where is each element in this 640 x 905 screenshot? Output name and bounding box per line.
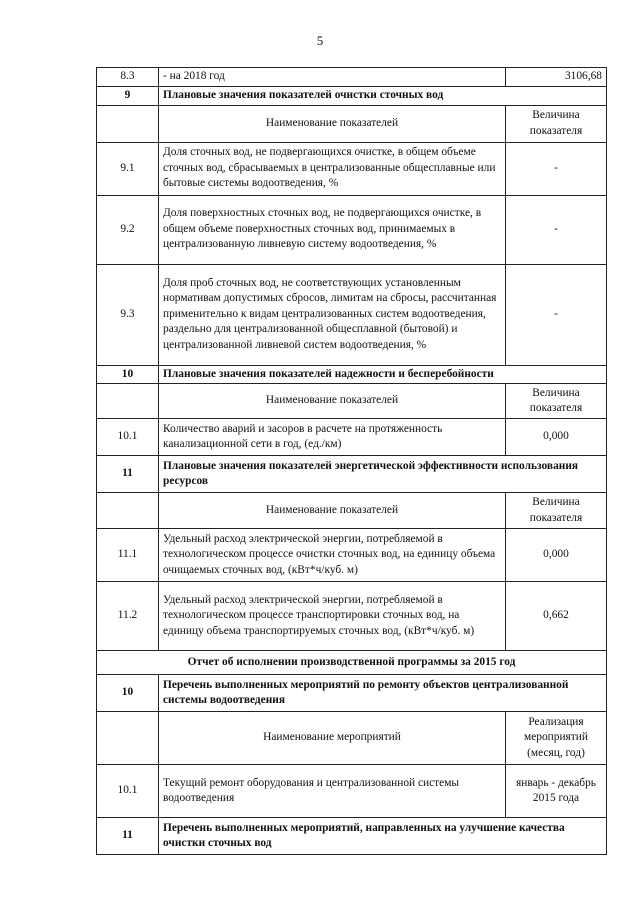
section-title: Плановые значения показателей очистки сточных вод [159,87,607,106]
document-table [96,67,607,855]
section-number: 10 [97,365,159,384]
row-number: 9.1 [97,142,159,195]
report-row [97,651,607,675]
empty-cell [97,105,159,142]
section-title: Плановые значения показателей надежности и бесперебойности [159,365,607,384]
table-row [97,195,607,264]
table-row [97,529,607,582]
row-number: 11.2 [97,582,159,651]
name-header: Наименование показателей [159,493,506,529]
row-number: 10.1 [97,419,159,456]
row-text: - на 2018 год [159,68,506,87]
row-value: - [506,142,607,195]
section-title: Плановые значения показателей энергетической эффективности использования ресурсов [159,456,607,493]
row-text: Текущий ремонт оборудования и централизованной системы водоотведения [159,765,506,818]
row-text: Доля сточных вод, не подвергающихся очистке, в общем объеме сточных вод, сбрасываемых в централизованные общесплавные или бытовые системы водоотведения, % [159,142,506,195]
row-number: 9.3 [97,264,159,365]
row-text: Удельный расход электрической энергии, потребляемой в технологическом процессе очистки сточных вод, на единицу объема очищаемых сточных вод, (кВт*ч/куб. м) [159,529,506,582]
name-header: Наименование показателей [159,105,506,142]
row-value: - [506,264,607,365]
row-value: - [506,195,607,264]
row-text: Доля поверхностных сточных вод, не подвергающихся очистке, в общем объеме поверхностных сточных вод, принимаемых в централизованную ливневую систему водоотведения, % [159,195,506,264]
empty-cell [97,712,159,765]
section-number: 11 [97,456,159,493]
row-value: 0,000 [506,529,607,582]
table-row [97,582,607,651]
header-row [97,384,607,419]
empty-cell [97,384,159,419]
row-text: Доля проб сточных вод, не соответствующих установленным нормативам допустимых сбросов, лимитам на сбросы, рассчитанная применительно к видам централизованных систем водоотведения, раздельно для централизованной общесплавной (бытовой) и централизованной ливневой систем водоотведения, % [159,264,506,365]
section-row [97,456,607,493]
section-number: 11 [97,818,159,855]
row-text: Удельный расход электрической энергии, потребляемой в технологическом процессе транспортировки сточных вод, на единицу объема транспортируемых сточных вод, (кВт*ч/куб. м) [159,582,506,651]
value-header: Величина показателя [506,105,607,142]
row-value: 3106,68 [506,68,607,87]
header-row [97,493,607,529]
section-title: Перечень выполненных мероприятий по ремонту объектов централизованной системы водоотведения [159,675,607,712]
table-row [97,68,607,87]
row-text: Количество аварий и засоров в расчете на протяженность канализационной сети в год, (ед./км) [159,419,506,456]
value-header: Величина показателя [506,384,607,419]
header-row [97,712,607,765]
value-header: Величина показателя [506,493,607,529]
section-row [97,675,607,712]
name-header: Наименование показателей [159,384,506,419]
section-title: Перечень выполненных мероприятий, направленных на улучшение качества очистки сточных вод [159,818,607,855]
row-value: 0,000 [506,419,607,456]
row-value: январь - декабрь 2015 года [506,765,607,818]
table-row [97,419,607,456]
row-number: 9.2 [97,195,159,264]
page-number: 5 [316,33,324,48]
empty-cell [97,493,159,529]
table-row [97,264,607,365]
table-row [97,765,607,818]
section-row [97,365,607,384]
row-number: 10.1 [97,765,159,818]
table-row [97,142,607,195]
header-row [97,105,607,142]
value-header: Реализация мероприятий (месяц, год) [506,712,607,765]
row-number: 8.3 [97,68,159,87]
report-title: Отчет об исполнении производственной программы за 2015 год [97,651,607,675]
row-number: 11.1 [97,529,159,582]
section-number: 9 [97,87,159,106]
name-header: Наименование мероприятий [159,712,506,765]
row-value: 0,662 [506,582,607,651]
section-row [97,818,607,855]
section-number: 10 [97,675,159,712]
section-row [97,87,607,106]
